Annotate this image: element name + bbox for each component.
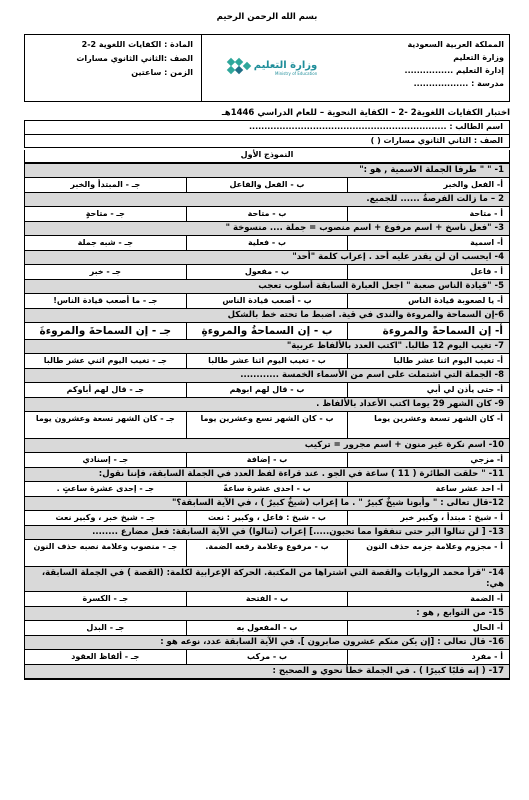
answer-option[interactable]: ب - كان الشهر تسع وعشرين يوما <box>186 412 348 438</box>
question-text: 7- تغيب اليوم 12 طالبا. "اكتب العدد بالألفاظ عربية" <box>25 340 509 354</box>
model-label: النموذج الأول <box>24 150 510 163</box>
answer-option[interactable]: جـ - منصوب وعلامة نصبه حذف النون <box>33 542 178 551</box>
question-options <box>25 540 509 566</box>
question-text: 17- ( إنه قلبًا كبيرًا ) . في الجملة خطأ نحوي و الصحيح : <box>25 665 509 679</box>
header-country: المملكة العربية السعودية <box>407 40 504 49</box>
question-text: 6-إن السماحة والمروءة والندى في قية. اضبط ما تحته خط بالشكل <box>25 309 509 323</box>
question-text: 1- " " طرفا الجملة الاسمية , هو :" <box>25 164 509 178</box>
answer-option[interactable]: أ- احد عشر ساعة <box>347 482 509 496</box>
answer-option[interactable]: أ- الحال <box>347 621 509 635</box>
answer-option[interactable]: ب - فعلية <box>186 236 348 250</box>
question-options <box>25 236 509 250</box>
answer-option[interactable]: أ- تغيب اليوم اثنا عشر طالبا <box>347 354 509 368</box>
student-grade-field[interactable]: الصف : الثاني الثانوي مسارات ( ) <box>370 136 503 145</box>
header-subject: المادة : الكفايات اللغوية 2-2 <box>81 40 193 49</box>
header-institution <box>341 35 509 101</box>
question <box>25 525 509 566</box>
question <box>25 566 509 606</box>
question-options <box>25 650 509 664</box>
question-text: 2 – ما زالت الفرصةُ ...... للجميع. <box>25 193 509 207</box>
answer-option[interactable]: أ - مجزوم وعلامة جزمه حذف النون <box>347 540 509 566</box>
logo-arabic-text: وزارة التعليم <box>253 60 318 71</box>
question <box>25 664 509 679</box>
question <box>25 438 509 467</box>
question-options <box>25 383 509 397</box>
answer-option[interactable]: أ - متاحة <box>347 207 509 221</box>
header-subject-info <box>25 35 201 101</box>
ministry-logo-icon <box>226 57 250 79</box>
basmala: بسم الله الرحمن الرحيم <box>216 12 318 22</box>
answer-option[interactable]: جـ - ما أصعب قيادة الناس! <box>53 296 158 305</box>
answer-option[interactable]: ب - أصعب قيادة الناس <box>186 294 348 308</box>
question <box>25 221 509 250</box>
answer-option[interactable]: جـ - إسنادي <box>82 455 129 464</box>
question-text: 16- قال تعالى : [إن يكن منكم عشرون صابرون ]. في الآية السابقة عدد، نوعه هو : <box>25 636 509 650</box>
question-text: 9- كان الشهر 29 يوما اكتب الأعداد بالألفاظ . <box>25 398 509 412</box>
question-text: 12-قال تعالى : " وأبونا شيخٌ كبيرٌ " . ما إعراب (شيخٌ كبيرٌ ) ، في الآية السابقة؟" <box>25 497 509 511</box>
question-options <box>25 265 509 279</box>
question-options <box>25 592 509 606</box>
answer-option[interactable]: أ - شيخ : مبتدأ ، وكبير خبر <box>347 511 509 525</box>
answer-option[interactable]: جـ - متاحةٍ <box>85 209 125 218</box>
header-grade: الصف :الثاني الثانوي مسارات <box>76 54 193 63</box>
question <box>25 250 509 279</box>
question-text: 8- الجملة التي اشتملت على اسم من الأسماء الخمسة ............ <box>25 369 509 383</box>
answer-option[interactable]: جـ - شيخ خبر ، وكبير نعت <box>55 513 156 522</box>
answer-option[interactable]: أ- إن السماحةً والمروءة <box>347 323 509 339</box>
question <box>25 279 509 308</box>
header-duration: الزمن : ساعتين <box>131 68 193 77</box>
question-options <box>25 511 509 525</box>
question-options <box>25 294 509 308</box>
question-options <box>25 621 509 635</box>
answer-option[interactable]: ب - شيخ : فاعل ، وكبير : نعت <box>186 511 348 525</box>
answer-option[interactable]: أ - فاعل <box>347 265 509 279</box>
answer-option[interactable]: جـ - تغيب اليوم اثني عشر طالبا <box>43 356 167 365</box>
answer-option[interactable]: أ- اسمية <box>347 236 509 250</box>
logo-english-text: Ministry of Education <box>275 71 318 76</box>
answer-option[interactable]: جـ - إن السماحةَ والمروءةَ <box>39 325 172 337</box>
question-options <box>25 178 509 192</box>
question-options <box>25 207 509 221</box>
answer-option[interactable]: ب - تغيب اليوم اثنا عشر طالبا <box>186 354 348 368</box>
answer-option[interactable]: أ- مزجي <box>347 453 509 467</box>
question-text: 13- [ لن تنالوا البر حتى تنفقوا مما تحبون.....] إعراب (تنالوا) في الآية السابقة: فعل مضارع ........ <box>25 526 509 540</box>
question-options <box>25 354 509 368</box>
question <box>25 606 509 635</box>
header-ministry: وزارة التعليم <box>453 53 504 62</box>
question <box>25 368 509 397</box>
answer-option[interactable]: أ- الضمة <box>347 592 509 606</box>
answer-option[interactable]: جـ - قال لهم أباوكم <box>66 385 144 394</box>
answer-option[interactable]: ب - متاحة <box>186 207 348 221</box>
answer-option[interactable]: ب - مرفوع وعلامة رفعه الضمة. <box>186 540 348 566</box>
question <box>25 635 509 664</box>
ministry-logo <box>201 35 341 101</box>
answer-option[interactable]: ب - مركب <box>186 650 348 664</box>
question-options <box>25 323 509 339</box>
question-text: 5- "قيادة الناس صعبة " اجعل العبارة السابقة أسلوب تعجب <box>25 280 509 294</box>
question-options <box>25 453 509 467</box>
question-text: 3- "فعل ناسخ + اسم مرفوع + اسم منصوب = جملة .... منسوخة " <box>25 222 509 236</box>
header-directorate: إدارة التعليم ................ <box>404 66 504 75</box>
answer-option[interactable]: أ- كان الشهر تسعة وعشرين يوما <box>347 412 509 438</box>
answer-option[interactable]: ب - قال لهم ابوهم <box>186 383 348 397</box>
answer-option[interactable]: ب - مفعول <box>186 265 348 279</box>
answer-option[interactable]: ب - الفعل والفاعل <box>186 178 348 192</box>
answer-option[interactable]: جـ - البدل <box>86 623 125 632</box>
question-text: 14- "قرأ محمد الروايات والقصة التي اشتراها من المكتبة. الحركة الإعرابية لكلمة: (القصة ) في الجملة السابقة، هي: <box>25 567 509 592</box>
question <box>25 308 509 339</box>
question <box>25 339 509 368</box>
answer-option[interactable]: ب - احدى عشرة ساعةً <box>186 482 348 496</box>
question-text: 11- " حلقت الطائرة ( 11 ) ساعة في الجو . عند قراءة لفظ العدد في الجملة السابقة، فإننا نقول: <box>25 468 509 482</box>
question-text: 15- من التوابع , هو : <box>25 607 509 621</box>
question <box>25 397 509 438</box>
student-name-field[interactable]: اسم الطالب : ................................................................. <box>249 122 503 131</box>
answer-option[interactable]: أ- الفعل والخبر <box>347 178 509 192</box>
answer-option[interactable]: جـ - ألفاظ العقود <box>71 652 140 661</box>
answer-option[interactable]: ب - المفعول به <box>186 621 348 635</box>
answer-option[interactable]: أ- يا لصعوبة قيادة الناس <box>347 294 509 308</box>
question-options <box>25 482 509 496</box>
answer-option[interactable]: جـ - المبتدأ والخبر <box>70 180 141 189</box>
questions-table <box>24 163 510 680</box>
answer-option[interactable]: ب - الفتحة <box>186 592 348 606</box>
student-info <box>24 120 510 148</box>
question-text: 4- ايحسب ان لن يقدر عليه أحد . إعراب كلمة "أحد" <box>25 251 509 265</box>
answer-option[interactable]: ب - إن السماحةُ والمروءةِ <box>186 323 348 339</box>
exam-title: اختبار الكفايات اللغوية2 -2 – الكفاية النحوية – للعام الدراسي 1446هـ <box>221 108 510 118</box>
answer-option[interactable]: جـ - إحدى عشرة ساعتٍ . <box>56 484 154 493</box>
question <box>25 192 509 221</box>
answer-option[interactable]: جـ - خبر <box>89 267 122 276</box>
exam-page <box>14 8 520 793</box>
question <box>25 467 509 496</box>
question <box>25 496 509 525</box>
question-options <box>25 412 509 438</box>
answer-option[interactable]: ب - إضافة <box>186 453 348 467</box>
question <box>25 163 509 192</box>
answer-option[interactable]: جـ - الكسرة <box>82 594 129 603</box>
answer-option[interactable]: جـ - كان الشهر تسعة وعشرون يوما <box>35 414 175 423</box>
answer-option[interactable]: أ- حتى يأذن لي أبي <box>347 383 509 397</box>
question-text: 10- اسم نكرة غير منون + اسم مجرور = تركيب <box>25 439 509 453</box>
header-school: مدرسة : .................. <box>413 79 504 88</box>
answer-option[interactable]: أ - مفرد <box>347 650 509 664</box>
exam-header <box>24 34 510 102</box>
answer-option[interactable]: جـ - شبه جملة <box>77 238 134 247</box>
